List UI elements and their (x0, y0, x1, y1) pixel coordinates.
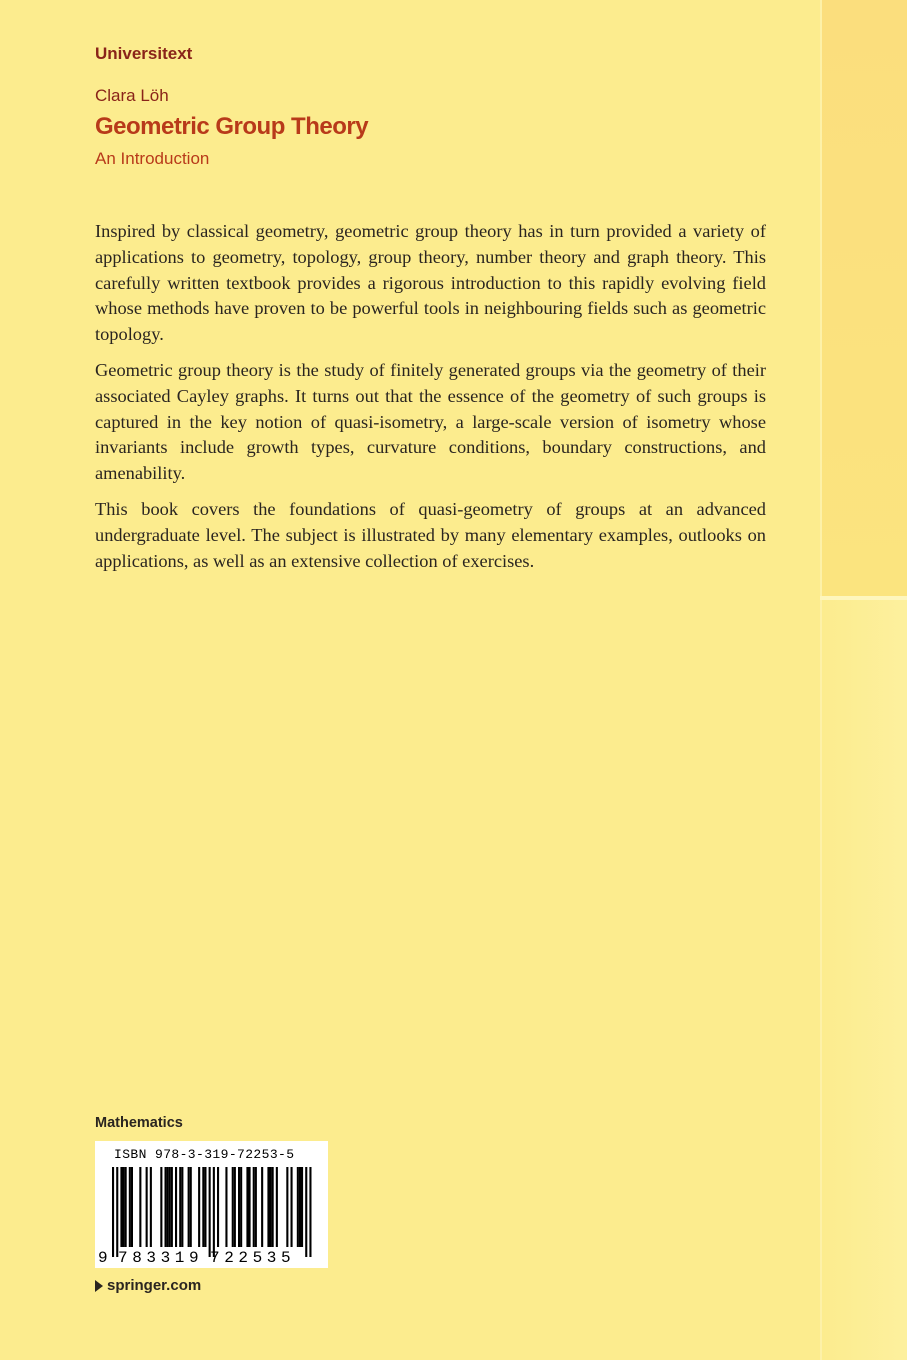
barcode-bar (146, 1167, 148, 1247)
barcode-bar (272, 1167, 274, 1247)
blurb-paragraph: This book covers the foundations of quasi-geometry of groups at an advanced undergraduate level. The subject is illustrated by many elementary examples, outlooks on applications, as well as an extensive collection of exercises. (95, 498, 766, 571)
barcode-bar (297, 1167, 299, 1247)
barcode-guard-bar (116, 1167, 118, 1257)
barcode-bar (125, 1167, 127, 1247)
barcode-bar (150, 1167, 152, 1247)
play-arrow-icon (95, 1280, 103, 1292)
barcode-bar (301, 1167, 303, 1247)
blurb-paragraph: Inspired by classical geometry, geometric group theory has in turn provided a variety of applications to geometry, topology, group theory, number theory and graph theory. This carefully written textbook provides a rigorous introduction to this rapidly evolving field whose methods have proven to be powerful tools in neighbouring fields such as geometric topology. (95, 221, 766, 345)
barcode-bar (169, 1167, 171, 1247)
barcode-bar (129, 1167, 131, 1247)
barcode-bar (160, 1167, 162, 1247)
barcode-bar (120, 1167, 122, 1247)
book-title: Geometric Group Theory (95, 113, 369, 140)
barcode-bar (202, 1167, 204, 1247)
barcode-bar (171, 1167, 173, 1247)
barcode-guard-bar (213, 1167, 215, 1257)
barcode-bar (131, 1167, 133, 1247)
subject-category: Mathematics (95, 1115, 183, 1131)
barcode-bar (232, 1167, 234, 1247)
series-name: Universitext (95, 44, 193, 63)
barcode-bar (181, 1167, 183, 1247)
barcode-bar (225, 1167, 227, 1247)
barcode-guard-bar (309, 1167, 311, 1257)
barcode-bar (246, 1167, 248, 1247)
barcode-bar (267, 1167, 269, 1247)
barcode-bar (291, 1167, 293, 1247)
barcode-bar (139, 1167, 141, 1247)
book-subtitle: An Introduction (95, 149, 210, 168)
barcode-lead-digit: 9 (98, 1249, 108, 1267)
barcode-bar (270, 1167, 272, 1247)
barcode-bar (234, 1167, 236, 1247)
barcode-bar (238, 1167, 240, 1247)
barcode-right-digits: 722535 (210, 1249, 296, 1267)
blurb-paragraph: Geometric group theory is the study of finitely generated groups via the geometry of their associated Cayley graphs. It turns out that the essence of the geometry of such groups is captured in the key notion of quasi-isometry, a large-scale version of isometry whose invariants include growth types, curvature conditions, boundary constructions, and amenability. (95, 359, 766, 484)
barcode-bar (253, 1167, 255, 1247)
strip-top-band (820, 0, 907, 598)
barcode-guard-bar (112, 1167, 114, 1257)
cover-spine-strip (820, 0, 907, 1360)
barcode-bar (299, 1167, 301, 1247)
publisher-link[interactable] (95, 1277, 201, 1294)
blurb-text (95, 219, 766, 584)
barcode-bar (175, 1167, 177, 1247)
author-name: Clara Löh (95, 86, 169, 105)
publisher-url[interactable]: springer.com (107, 1277, 202, 1294)
barcode-guard-bar (305, 1167, 307, 1257)
barcode-bar (217, 1167, 219, 1247)
barcode-guard-bar (209, 1167, 211, 1257)
barcode-bar (286, 1167, 288, 1247)
barcode-bar (188, 1167, 190, 1247)
barcode-bar (249, 1167, 251, 1247)
barcode-bar (261, 1167, 263, 1247)
strip-bottom-band (820, 600, 907, 1360)
barcode-bar (276, 1167, 278, 1247)
barcode-bar (167, 1167, 169, 1247)
barcode-bar (255, 1167, 257, 1247)
barcode-bar (123, 1167, 125, 1247)
barcode-bar (198, 1167, 200, 1247)
isbn-number: ISBN 978-3-319-72253-5 (114, 1147, 295, 1162)
barcode-bar (190, 1167, 192, 1247)
barcode-left-digits: 783319 (118, 1249, 204, 1267)
isbn-barcode (95, 1141, 328, 1268)
barcode-bar (179, 1167, 181, 1247)
barcode-bar (204, 1167, 206, 1247)
barcode-bar (165, 1167, 167, 1247)
barcode-bar (240, 1167, 242, 1247)
